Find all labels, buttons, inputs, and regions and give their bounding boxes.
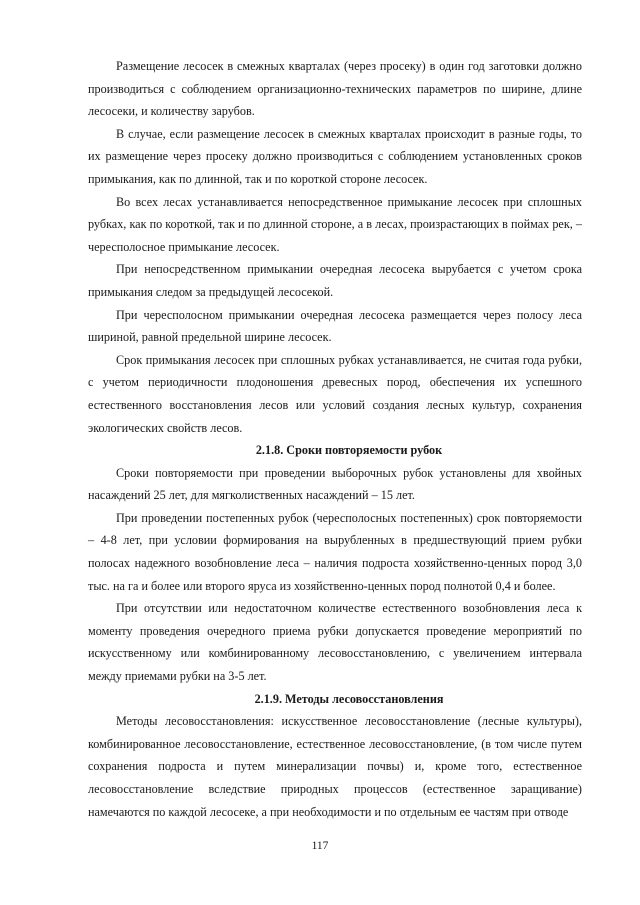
page-number: 117: [311, 840, 329, 852]
paragraph: В случае, если размещение лесосек в смежных кварталах происходит в разные годы, то их размещение через просеку должно производиться с соблюдением установленных сроков примыкания, как по длинной, так и по короткой стороне лесосек.: [88, 126, 582, 186]
paragraph: Методы лесовосстановления: искусственное лесовосстановление (лесные культуры), комбинированное лесовосстановление, естественное лесовосстановление, (в том числе путем сохранения подроста и путем минерализации почвы) и, кроме того, естественное лесовосстановление вследствие природных процессов (естественное заращивание) намечаются по каждой лесосеке, а при необходимости и по отдельным ее частям при отводе: [88, 714, 582, 819]
paragraph: При проведении постепенных рубок (чересполосных постепенных) срок повторяемости – 4-8 лет, при условии формирования на вырубленных в предшествующий прием рубки полосах надежного возобновление леса – наличия подроста хозяйственно-ценных пород 3,0 тыс. на га и более или второго яруса из хозяйственно-ценных пород полнотой 0,4 и более.: [88, 510, 582, 593]
paragraph: Срок примыкания лесосек при сплошных рубках устанавливается, не считая года рубки, с учетом периодичности плодоношения древесных пород, обеспечения их успешного естественного восстановления лесов или условий создания лесных культур, сохранения экологических свойств лесов.: [88, 352, 582, 435]
paragraph: При чересполосном примыкании очередная лесосека размещается через полосу леса шириной, равной предельной ширине лесосек.: [88, 307, 582, 345]
document-page: [88, 55, 582, 823]
paragraph: При непосредственном примыкании очередная лесосека вырубается с учетом срока примыкания следом за предыдущей лесосекой.: [88, 262, 582, 299]
section-heading: 2.1.8. Сроки повторяемости рубок: [255, 443, 443, 458]
paragraph: Сроки повторяемости при проведении выборочных рубок установлены для хвойных насаждений 25 лет, для мягколиственных насаждений – 15 лет.: [88, 465, 582, 503]
paragraph: При отсутствии или недостаточном количестве естественного возобновления леса к моменту проведения очередного приема рубки допускается проведение мероприятий по искусственному или комбинированному лесовосстановлению, с увеличением интервала между приемами рубки на 3-5 лет.: [88, 601, 582, 684]
section-heading: 2.1.9. Методы лесовосстановления: [254, 691, 444, 706]
paragraph: Во всех лесах устанавливается непосредственное примыкание лесосек при сплошных рубках, как по короткой, так и по длинной стороне, а в лесах, произрастающих в поймах рек, – чересполосное примыкание лесосек.: [88, 194, 582, 254]
paragraph: Размещение лесосек в смежных кварталах (через просеку) в один год заготовки должно производиться с соблюдением организационно-технических параметров по ширине, длине лесосеки, и количеству зарубов.: [88, 59, 582, 119]
